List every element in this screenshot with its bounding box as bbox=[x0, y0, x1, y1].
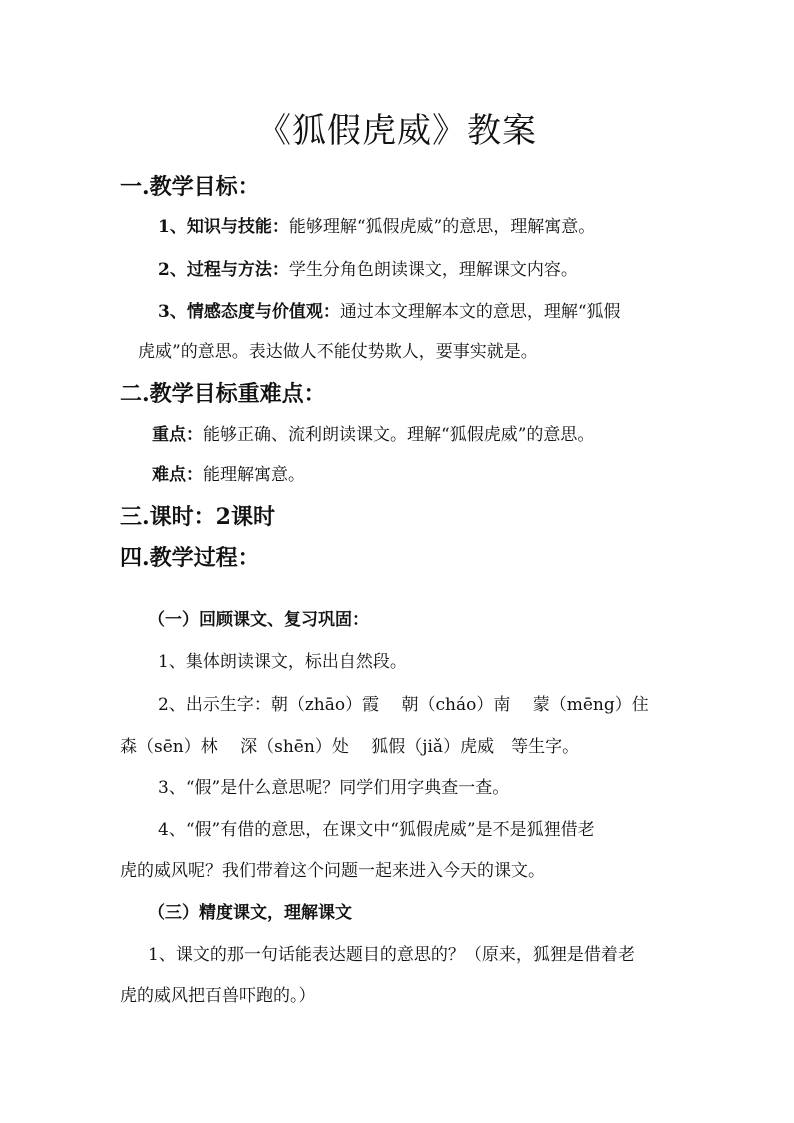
step-4-continued: 虎的威风呢？我们带着这个问题一起来进入今天的课文。 bbox=[120, 861, 545, 881]
key-point-text: 能够正确、流利朗读课文。理解“狐假虎威”的意思。 bbox=[203, 425, 595, 445]
goal-3 bbox=[158, 297, 621, 322]
goal-3-label: 3、情感态度与价值观： bbox=[158, 302, 340, 322]
document-title: 《狐假虎威》教案 bbox=[257, 111, 537, 151]
question-1-continued: 虎的威风把百兽吓跑的。） bbox=[120, 986, 316, 1006]
key-point bbox=[152, 420, 594, 445]
section-4-heading: 四.教学过程： bbox=[120, 545, 260, 571]
goal-1-text: 能够理解“狐假虎威”的意思，理解寓意。 bbox=[288, 217, 596, 237]
goal-1 bbox=[158, 212, 595, 237]
step-4: 4、“假”有借的意思，在课文中“狐假虎威”是不是狐狸借老 bbox=[158, 820, 595, 840]
section-2-heading: 二.教学目标重难点： bbox=[120, 381, 326, 407]
goal-2-label: 2、过程与方法： bbox=[158, 260, 289, 280]
goal-3-text: 通过本文理解本文的意思，理解“狐假 bbox=[339, 302, 621, 322]
part-1-heading: （一）回顾课文、复习巩固： bbox=[148, 610, 369, 630]
difficult-point-text: 能理解寓意。 bbox=[203, 465, 305, 485]
goal-1-label: 1、知识与技能： bbox=[158, 217, 289, 237]
question-1: 1、课文的那一句话能表达题目的意思的？（原来，狐狸是借着老 bbox=[148, 945, 635, 965]
step-2: 2、出示生字：朝（zhāo）霞 朝（cháo）南 蒙（mēng）住 bbox=[158, 695, 649, 715]
part-3-heading: （三）精度课文，理解课文 bbox=[148, 903, 352, 923]
goal-2 bbox=[158, 255, 578, 280]
difficult-point-label: 难点： bbox=[152, 465, 203, 485]
key-point-label: 重点： bbox=[152, 425, 203, 445]
step-1: 1、集体朗读课文，标出自然段。 bbox=[158, 652, 407, 672]
difficult-point bbox=[152, 460, 305, 485]
section-1-heading: 一.教学目标： bbox=[120, 174, 260, 200]
section-3-heading: 三.课时：2课时 bbox=[120, 504, 275, 530]
goal-2-text: 学生分角色朗读课文，理解课文内容。 bbox=[288, 260, 578, 280]
goal-3-continued: 虎威”的意思。表达做人不能仗势欺人，要事实就是。 bbox=[138, 342, 538, 362]
step-2-continued: 森（sēn）林 深（shēn）处 狐假（jiǎ）虎威 等生字。 bbox=[120, 737, 580, 757]
step-3: 3、“假”是什么意思呢？同学们用字典查一查。 bbox=[158, 778, 510, 798]
